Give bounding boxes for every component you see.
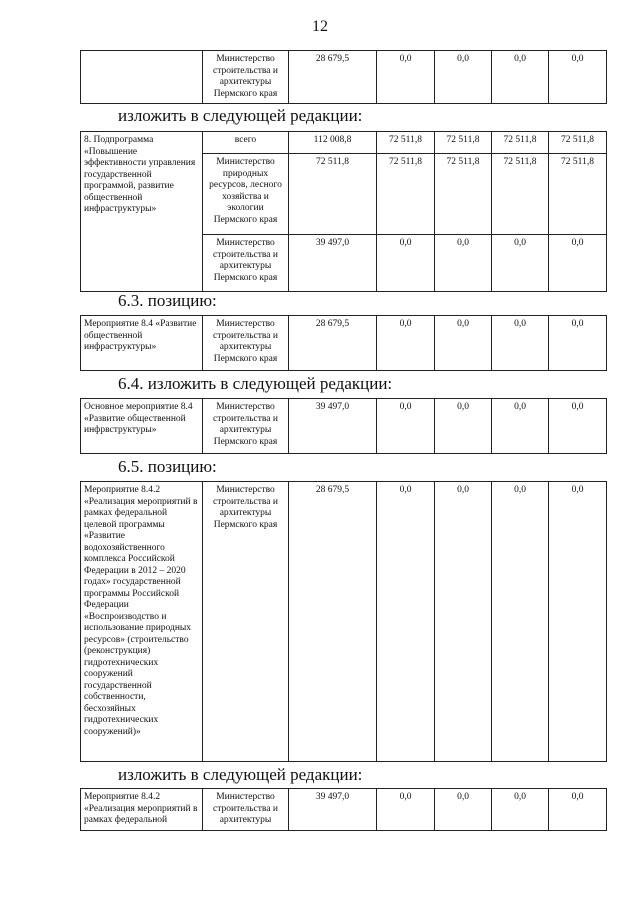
cell-value: 0,0: [377, 51, 435, 104]
page-number: 12: [312, 18, 328, 35]
cell-value: 0,0: [377, 399, 435, 454]
cell-value: 0,0: [377, 789, 435, 831]
cell-value: 72 511,8: [549, 132, 607, 154]
cell-executor: Министерство строительства и архитектуры Пермского края: [203, 51, 289, 104]
cell-name: [81, 51, 203, 104]
table-row: [81, 482, 607, 762]
table-4: [80, 398, 607, 454]
cell-value: 28 679,5: [289, 482, 377, 762]
table-row: [81, 51, 607, 104]
cell-value: 72 511,8: [492, 154, 549, 235]
section-heading: 6.5. позицию:: [118, 457, 217, 476]
cell-executor: Министерство строительства и архитектуры Пермского края: [203, 482, 289, 762]
cell-name: 8. Подпрограмма «Повышение эффективности управления государственной программой, развитие общественной инфраструктуры»: [81, 132, 203, 292]
cell-value: 0,0: [435, 51, 492, 104]
table-2: [80, 131, 607, 292]
section-heading: изложить в следующей редакции:: [118, 106, 363, 125]
cell-value: 0,0: [492, 482, 549, 762]
table-row: [81, 132, 607, 154]
cell-value: 72 511,8: [549, 154, 607, 235]
section-heading: изложить в следующей редакции:: [118, 765, 363, 784]
cell-value: 72 511,8: [435, 132, 492, 154]
cell-value: 28 679,5: [289, 51, 377, 104]
table-row: [81, 399, 607, 454]
cell-value: 72 511,8: [435, 154, 492, 235]
cell-value: 39 497,0: [289, 235, 377, 292]
cell-value: 0,0: [435, 235, 492, 292]
cell-name: Основное мероприятие 8.4 «Развитие общественной инфрвструктуры»: [81, 399, 203, 454]
cell-value: 0,0: [435, 482, 492, 762]
cell-executor: Министерство природных ресурсов, лесного хозяйства и экологии Пермского края: [203, 154, 289, 235]
cell-value: 72 511,8: [377, 154, 435, 235]
cell-value: 0,0: [492, 235, 549, 292]
cell-name: Мероприятие 8.4 «Развитие общественной инфраструктуры»: [81, 316, 203, 371]
cell-value: 72 511,8: [289, 154, 377, 235]
cell-value: 0,0: [377, 316, 435, 371]
cell-value: 39 497,0: [289, 399, 377, 454]
cell-value: 0,0: [549, 235, 607, 292]
cell-value: 0,0: [377, 235, 435, 292]
cell-value: 0,0: [492, 51, 549, 104]
cell-value: 0,0: [377, 482, 435, 762]
cell-name: Мероприятие 8.4.2 «Реализация мероприятий в рамках федеральной целевой программы «Развитие водохозяйственного комплекса Российской Федерации в 2012 – 2020 годах» государственной программы Российской Федерации «Воспроизводство и использование природных ресурсов» (строительство (реконструкция) гидротехнических сооружений государственной собственности, бесхозяйных гидротехнических сооружений)»: [81, 482, 203, 762]
cell-value: 28 679,5: [289, 316, 377, 371]
table-row: [81, 789, 607, 831]
cell-value: 0,0: [435, 399, 492, 454]
cell-value: 0,0: [549, 316, 607, 371]
cell-value: 0,0: [435, 789, 492, 831]
table-1: [80, 50, 607, 104]
cell-value: 39 497,0: [289, 789, 377, 831]
cell-value: 72 511,8: [377, 132, 435, 154]
table-6: [80, 788, 607, 831]
cell-value: 0,0: [549, 51, 607, 104]
cell-value: 0,0: [492, 316, 549, 371]
table-5: [80, 481, 607, 762]
cell-value: 0,0: [492, 789, 549, 831]
cell-value: 0,0: [549, 789, 607, 831]
cell-value: 0,0: [435, 316, 492, 371]
cell-value: 0,0: [549, 482, 607, 762]
cell-executor: Министерство строительства и архитектуры Пермского края: [203, 235, 289, 292]
cell-executor: Министерство строительства и архитектуры: [203, 789, 289, 831]
table-row: [81, 316, 607, 371]
section-heading: 6.4. изложить в следующей редакции:: [118, 374, 393, 393]
cell-value: 72 511,8: [492, 132, 549, 154]
cell-value: 0,0: [549, 399, 607, 454]
cell-executor: Министерство строительства и архитектуры Пермского края: [203, 316, 289, 371]
table-3: [80, 315, 607, 371]
cell-executor: Министерство строительства и архитектуры Пермского края: [203, 399, 289, 454]
cell-executor: всего: [203, 132, 289, 154]
cell-name: Мероприятие 8.4.2 «Реализация мероприятий в рамках федеральной: [81, 789, 203, 831]
section-heading: 6.3. позицию:: [118, 291, 217, 310]
cell-value: 112 008,8: [289, 132, 377, 154]
cell-value: 0,0: [492, 399, 549, 454]
